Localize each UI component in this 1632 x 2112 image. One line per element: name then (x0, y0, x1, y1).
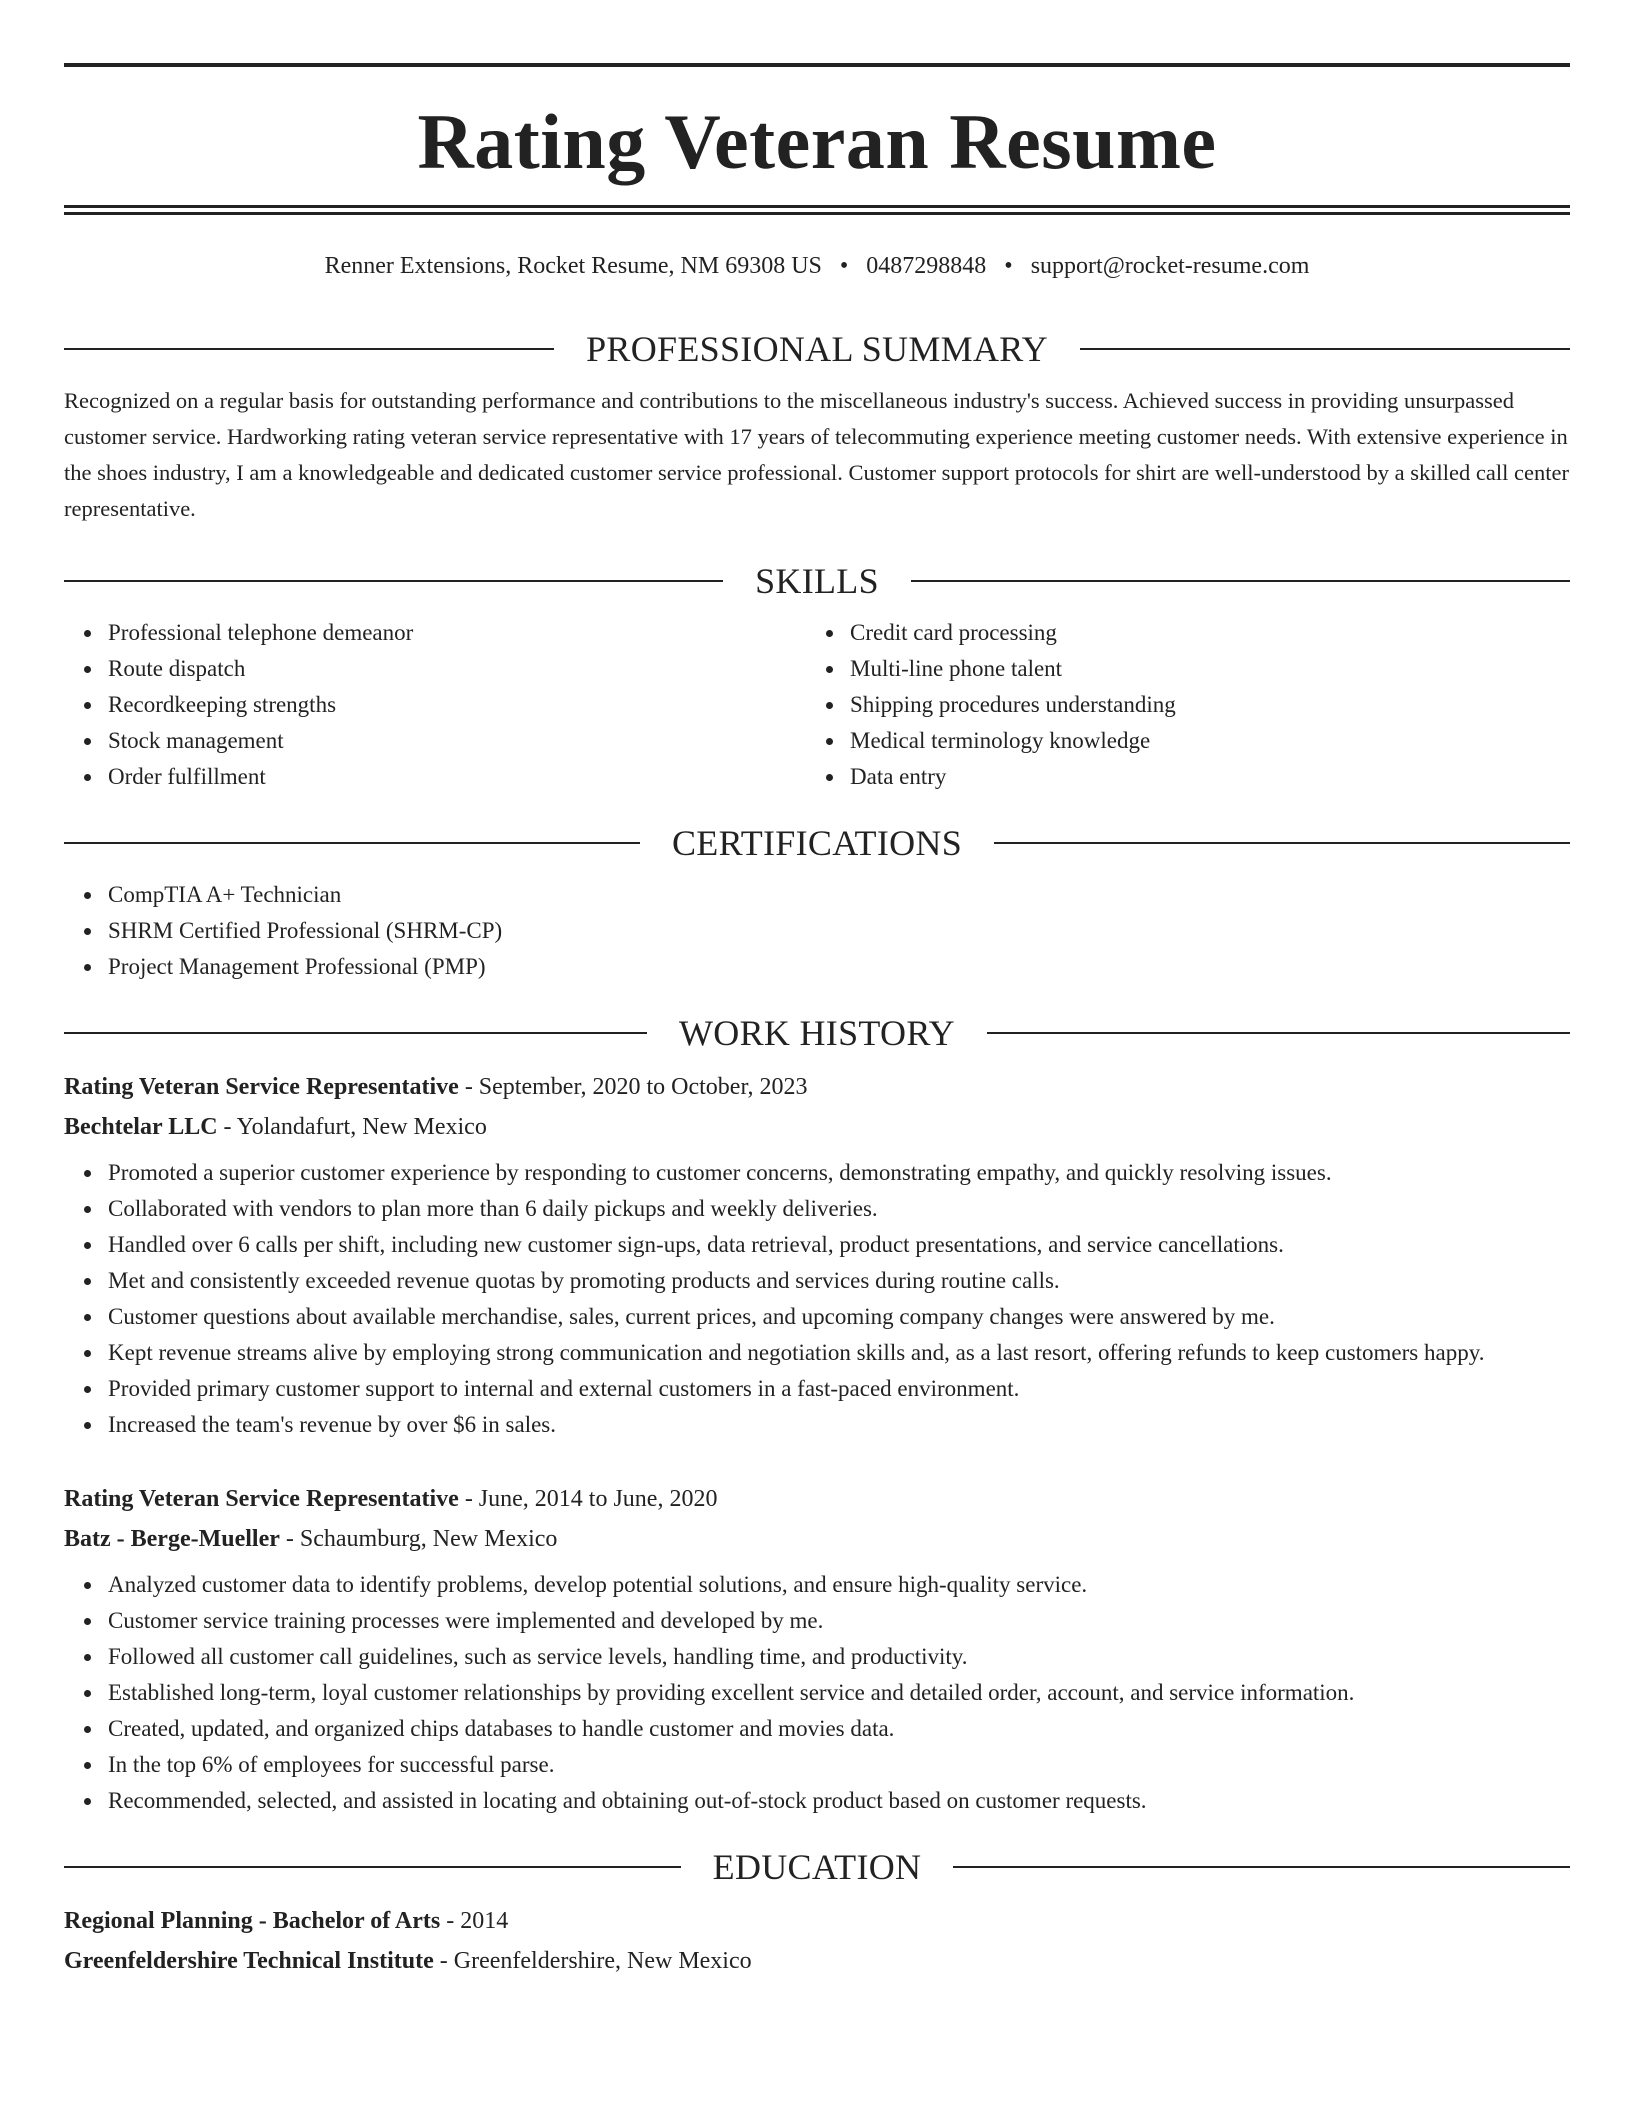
skills-list (64, 615, 1570, 795)
job-company: Batz - Berge-Mueller (64, 1526, 280, 1552)
certification-item: CompTIA A+ Technician (108, 877, 1570, 913)
section-heading-education (64, 1845, 1570, 1889)
certification-item: Project Management Professional (PMP) (108, 949, 1570, 985)
job-duty: Created, updated, and organized chips databases to handle customer and movies data. (108, 1711, 1570, 1747)
heading-rule (994, 842, 1570, 844)
job-location: - Yolandafurt, New Mexico (217, 1114, 487, 1140)
education-degree: Regional Planning - Bachelor of Arts (64, 1908, 441, 1934)
certifications-list (64, 877, 1570, 985)
job-dates: - September, 2020 to October, 2023 (458, 1074, 808, 1100)
resume-title: Rating Veteran Resume (417, 98, 1217, 185)
education-school-line (64, 1941, 1570, 1981)
heading-rule (953, 1866, 1570, 1868)
job-duty: Handled over 6 calls per shift, including new customer sign-ups, data retrieval, product presentations, and service cancellations. (108, 1227, 1570, 1263)
job-company-line (64, 1519, 1570, 1559)
job-duty: Met and consistently exceeded revenue quotas by promoting products and services during routine calls. (108, 1263, 1570, 1299)
job-duty: Promoted a superior customer experience by responding to customer concerns, demonstrating empathy, and quickly resolving issues. (108, 1155, 1570, 1191)
section-heading-summary (64, 327, 1570, 371)
job-location: - Schaumburg, New Mexico (279, 1526, 558, 1552)
work-entry (64, 1479, 1570, 1819)
job-duty: In the top 6% of employees for successful parse. (108, 1747, 1570, 1783)
skills-column-left (64, 615, 806, 795)
top-rule (64, 63, 1570, 67)
job-title: Rating Veteran Service Representative (64, 1074, 459, 1100)
job-duty: Recommended, selected, and assisted in locating and obtaining out-of-stock product based on customer requests. (108, 1783, 1570, 1819)
job-duty: Customer service training processes were implemented and developed by me. (108, 1603, 1570, 1639)
job-duty: Increased the team's revenue by over $6 in sales. (108, 1407, 1570, 1443)
skill-item: Credit card processing (850, 615, 1548, 651)
section-heading-certifications (64, 821, 1570, 865)
skill-item: Stock management (108, 723, 806, 759)
heading-rule (64, 348, 554, 350)
skill-item: Recordkeeping strengths (108, 687, 806, 723)
section-heading-work-history (64, 1011, 1570, 1055)
skill-item: Multi-line phone talent (850, 651, 1548, 687)
skill-item: Medical terminology knowledge (850, 723, 1548, 759)
job-duty: Established long-term, loyal customer relationships by providing excellent service and detailed order, account, and service information. (108, 1675, 1570, 1711)
education-year: - 2014 (440, 1908, 509, 1934)
contact-email: support@rocket-resume.com (1030, 253, 1310, 279)
education-location: - Greenfeldershire, New Mexico (433, 1948, 752, 1974)
job-duties (64, 1567, 1570, 1819)
skill-item: Shipping procedures understanding (850, 687, 1548, 723)
job-company-line (64, 1107, 1570, 1147)
section-heading-label: WORK HISTORY (679, 1013, 955, 1053)
resume-content (64, 63, 1570, 1981)
job-title: Rating Veteran Service Representative (64, 1486, 459, 1512)
contact-line (64, 251, 1570, 281)
contact-separator: • (839, 253, 849, 279)
skill-item: Order fulfillment (108, 759, 806, 795)
skill-item: Route dispatch (108, 651, 806, 687)
job-duty: Customer questions about available merchandise, sales, current prices, and upcoming company changes were answered by me. (108, 1299, 1570, 1335)
heading-rule (64, 842, 640, 844)
heading-rule (64, 1032, 647, 1034)
job-title-line (64, 1479, 1570, 1519)
education-school: Greenfeldershire Technical Institute (64, 1948, 434, 1974)
certification-item: SHRM Certified Professional (SHRM-CP) (108, 913, 1570, 949)
contact-address: Renner Extensions, Rocket Resume, NM 69308 US (324, 253, 822, 279)
job-duty: Followed all customer call guidelines, such as service levels, handling time, and productivity. (108, 1639, 1570, 1675)
heading-rule (987, 1032, 1570, 1034)
heading-rule (64, 1866, 681, 1868)
skill-item: Data entry (850, 759, 1548, 795)
skills-column-right (806, 615, 1548, 795)
heading-rule (64, 580, 723, 582)
section-heading-skills (64, 559, 1570, 603)
contact-phone: 0487298848 (866, 253, 987, 279)
section-heading-label: SKILLS (755, 561, 879, 601)
contact-separator: • (1004, 253, 1013, 279)
title-double-rule (64, 205, 1570, 215)
education-entry (64, 1901, 1570, 1981)
job-dates: - June, 2014 to June, 2020 (458, 1486, 718, 1512)
job-title-line (64, 1067, 1570, 1107)
summary-text: Recognized on a regular basis for outstanding performance and contributions to the miscellaneous industry's success. Achieved success in providing unsurpassed customer service. Hardworking rating veteran service representative with 17 years of telecommuting experience meeting customer needs. With extensive experience in the shoes industry, I am a knowledgeable and dedicated customer service professional. Customer support protocols for shirt are well-understood by a skilled call center representative. (64, 388, 1569, 521)
skill-item: Professional telephone demeanor (108, 615, 806, 651)
work-entry (64, 1067, 1570, 1443)
job-duty: Provided primary customer support to internal and external customers in a fast-paced environment. (108, 1371, 1570, 1407)
job-duties (64, 1155, 1570, 1443)
job-duty: Kept revenue streams alive by employing strong communication and negotiation skills and, as a last resort, offering refunds to keep customers happy. (108, 1335, 1570, 1371)
heading-rule (1080, 348, 1570, 350)
heading-rule (911, 580, 1570, 582)
section-heading-label: EDUCATION (712, 1847, 922, 1887)
education-degree-line (64, 1901, 1570, 1941)
job-company: Bechtelar LLC (64, 1114, 218, 1140)
section-heading-label: PROFESSIONAL SUMMARY (586, 329, 1048, 369)
job-duty: Collaborated with vendors to plan more than 6 daily pickups and weekly deliveries. (108, 1191, 1570, 1227)
section-heading-label: CERTIFICATIONS (671, 823, 963, 863)
job-duty: Analyzed customer data to identify problems, develop potential solutions, and ensure high-quality service. (108, 1567, 1570, 1603)
